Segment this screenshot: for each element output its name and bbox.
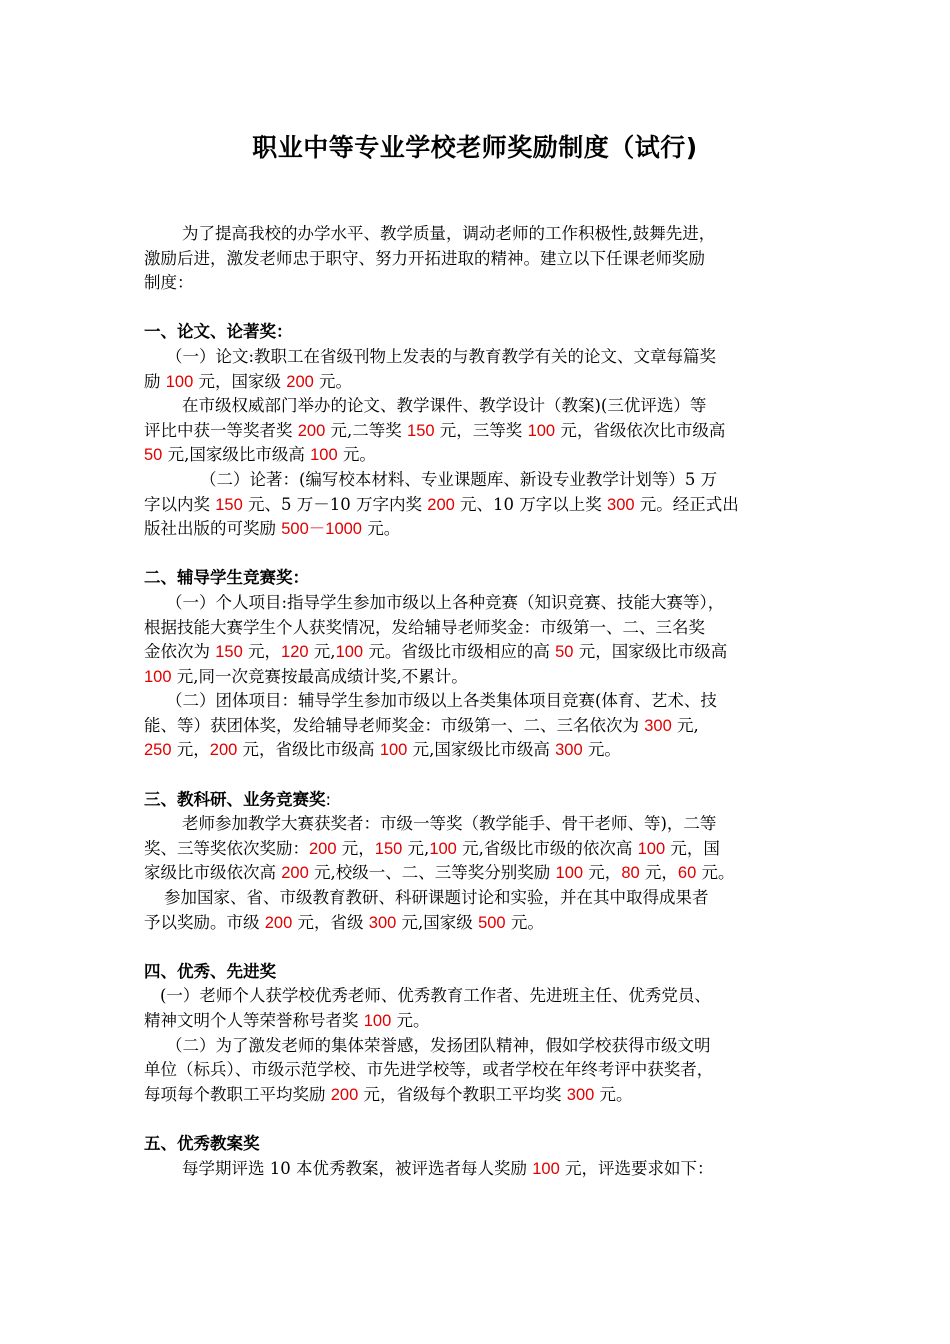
- amount-value: 200: [264, 913, 293, 932]
- text-line: [144, 271, 808, 296]
- amount-value: 100: [527, 421, 556, 440]
- amount-value: 100: [532, 1159, 560, 1178]
- text-segment: 参加国家、省、市级教育教研、科研课题讨论和实验，并在其中取得成果者: [164, 888, 709, 908]
- paragraph-gap: [144, 542, 808, 567]
- amount-value: 100: [144, 667, 172, 686]
- text-segment: 为了提高我校的办学水平、教学质量，调动老师的工作积极性,鼓舞先进，: [182, 224, 716, 243]
- paragraph-gap: [144, 1107, 808, 1132]
- text-segment: 元，国: [665, 838, 720, 858]
- text-segment: 元，省级: [292, 912, 369, 932]
- text-line: [144, 861, 808, 886]
- text-segment: 三、教科研、业务竞赛奖: [144, 789, 326, 809]
- text-line: [144, 665, 808, 690]
- text-segment: 元、10 万字以上奖: [454, 494, 608, 514]
- text-segment: 元,国家级比市级高: [162, 445, 311, 465]
- text-line: [144, 419, 808, 444]
- text-line: [144, 345, 808, 370]
- paragraph-gap: [144, 296, 808, 321]
- text-segment: （二）为了激发老师的集体荣誉感，发扬团队精神，假如学校获得市级文明: [166, 1035, 711, 1055]
- text-segment: 元，: [171, 740, 210, 760]
- amount-value: 200: [286, 372, 314, 391]
- amount-value: 200: [427, 495, 455, 514]
- amount-value: 120: [281, 643, 309, 662]
- text-segment: 四、优秀、先进奖: [144, 961, 276, 981]
- text-line: [144, 370, 808, 395]
- text-segment: 元、5 万－10 万字内奖: [242, 494, 428, 514]
- text-line: [144, 689, 808, 714]
- amount-value: 150: [215, 495, 243, 514]
- text-segment: 每项每个教职工平均奖励: [144, 1084, 331, 1104]
- text-line: [144, 714, 808, 739]
- text-segment: 元，: [639, 863, 678, 883]
- paragraph-gap: [144, 935, 808, 960]
- amount-value: 300: [555, 741, 583, 760]
- section-heading: [144, 960, 808, 985]
- section-heading: [144, 566, 808, 591]
- text-segment: 元,国家级: [396, 912, 479, 932]
- text-segment: 元。: [505, 912, 544, 932]
- amount-value: 300: [368, 913, 397, 932]
- text-segment: 在市级权威部门举办的论文、教学课件、教学设计（教案)(三优评选）等: [182, 396, 707, 416]
- text-segment: 精神文明个人等荣誉称号者奖: [144, 1011, 364, 1030]
- text-line: [144, 1083, 808, 1108]
- amount-value: 300: [607, 495, 635, 514]
- text-segment: 每学期评选 10 本优秀教案，被评选者每人奖励: [182, 1158, 533, 1178]
- text-segment: 元，: [242, 642, 282, 662]
- amount-value: 150: [215, 643, 243, 662]
- amount-value: 50: [144, 446, 163, 465]
- text-line: [144, 517, 808, 542]
- text-segment: 元，: [336, 838, 375, 858]
- text-segment: 元,同一次竞赛按最高成绩计奖,不累计。: [171, 666, 468, 686]
- text-line: [144, 616, 808, 641]
- amount-value: 500: [478, 913, 506, 932]
- text-segment: 元,二等奖: [325, 420, 408, 440]
- amount-value: 100: [310, 446, 338, 465]
- text-segment: 一、论文、论著奖：: [144, 322, 293, 342]
- amount-value: 80: [621, 864, 640, 883]
- text-line: [144, 1058, 808, 1083]
- text-segment: 版社出版的可奖励: [144, 519, 282, 539]
- text-line: [144, 493, 808, 518]
- text-segment: 元,校级一、二、三等奖分别奖励: [308, 863, 556, 883]
- paragraph-gap: [144, 763, 808, 788]
- text-segment: 励: [144, 371, 166, 391]
- text-segment: 评比中获一等奖者奖: [144, 420, 298, 440]
- text-segment: 制度：: [144, 273, 194, 293]
- text-segment: 元。: [362, 519, 401, 539]
- text-segment: （一）论文:教职工在省级刊物上发表的与教育教学有关的论文、文章每篇奖: [166, 346, 717, 366]
- amount-value: 100: [637, 839, 666, 858]
- text-segment: 元，省级每个教职工平均奖: [358, 1084, 567, 1104]
- text-segment: （二）论著：(编写校本材料、专业课题库、新设专业教学计划等）5 万: [200, 469, 718, 489]
- amount-value: 100: [335, 643, 364, 662]
- text-segment: 字以内奖: [144, 494, 216, 514]
- section-heading: [144, 1132, 808, 1157]
- text-segment: （二）团体项目：辅导学生参加市级以上各类集体项目竞赛(体育、艺术、技: [166, 691, 717, 711]
- amount-value: 150: [407, 421, 435, 440]
- text-segment: 元，三等奖: [434, 420, 528, 440]
- amount-value: 100: [363, 1012, 392, 1030]
- amount-value: 100: [379, 741, 408, 760]
- text-segment: 元。省级比市级相应的高: [363, 642, 556, 662]
- text-segment: 元。: [582, 740, 621, 760]
- text-line: [144, 394, 808, 419]
- text-segment: 家级比市级依次高: [144, 863, 282, 883]
- text-segment: 元,国家级比市级高: [407, 740, 556, 760]
- amount-value: 200: [281, 864, 309, 883]
- amount-value: 200: [309, 839, 337, 858]
- text-segment: 予以奖励。市级: [144, 912, 265, 932]
- text-segment: 元,省级比市级的依次高: [456, 838, 638, 858]
- text-segment: 元,: [402, 838, 430, 858]
- section-heading: [144, 788, 808, 813]
- text-segment: 老师参加教学大赛获奖者：市级一等奖（教学能手、骨干老师、等)，二等: [182, 814, 717, 834]
- text-segment: 奖、三等奖依次奖励：: [144, 838, 309, 858]
- text-segment: (一）老师个人获学校优秀老师、优秀教育工作者、先进班主任、优秀党员、: [160, 986, 711, 1006]
- text-line: [144, 247, 808, 272]
- text-segment: 元，省级比市级高: [237, 740, 380, 760]
- text-line: [144, 468, 808, 493]
- text-line: [144, 837, 808, 862]
- text-segment: 金依次为: [144, 642, 216, 662]
- text-line: [144, 1034, 808, 1059]
- amount-value: 100: [555, 864, 584, 883]
- amount-value: 100: [165, 372, 194, 391]
- text-segment: 元，国家级比市级高: [573, 642, 728, 662]
- text-segment: 单位（标兵）、市级示范学校、市先进学校等，或者学校在年终考评中获奖者，: [144, 1060, 714, 1080]
- text-line: [144, 443, 808, 468]
- text-segment: 元，省级依次比市级高: [555, 420, 726, 440]
- text-line: [144, 1009, 808, 1034]
- text-segment: 激励后进，激发老师忠于职守、努力开拓进取的精神。建立以下任课老师奖励: [144, 248, 705, 268]
- text-segment: 根据技能大赛学生个人获奖情况，发给辅导老师奖金：市级第一、二、三名奖: [144, 617, 705, 637]
- amount-value: 500－1000: [281, 520, 362, 539]
- text-segment: 五、优秀教案奖: [144, 1133, 260, 1153]
- text-line: [144, 591, 808, 616]
- amount-value: 50: [555, 643, 574, 662]
- text-line: [144, 1157, 808, 1182]
- text-line: [144, 738, 808, 763]
- amount-value: 300: [644, 716, 672, 735]
- text-segment: 元。: [594, 1084, 633, 1104]
- text-segment: 元。: [313, 371, 353, 391]
- text-line: [144, 812, 808, 837]
- text-line: [144, 984, 808, 1009]
- amount-value: 200: [209, 741, 238, 760]
- text-segment: 能、等）获团体奖，发给辅导老师奖金：市级第一、二、三名依次为: [144, 715, 645, 735]
- text-segment: 元,: [671, 715, 699, 735]
- amount-value: 200: [330, 1085, 359, 1104]
- amount-value: 100: [429, 839, 457, 858]
- text-segment: 元。: [391, 1011, 430, 1030]
- amount-value: 300: [566, 1085, 595, 1104]
- text-segment: （一）个人项目:指导学生参加市级以上各种竞赛（知识竞赛、技能大赛等），: [166, 592, 725, 612]
- text-segment: 二、辅导学生竞赛奖：: [144, 568, 309, 588]
- text-line: [144, 640, 808, 665]
- text-segment: 元。经正式出: [634, 494, 739, 514]
- document-title: 职业中等专业学校老师奖励制度（试行): [252, 133, 698, 162]
- amount-value: 150: [374, 839, 403, 858]
- text-segment: 元，评选要求如下：: [559, 1158, 714, 1178]
- amount-value: 60: [677, 864, 697, 883]
- text-line: [144, 911, 808, 936]
- text-segment: 元,: [308, 642, 336, 662]
- text-segment: :: [325, 789, 332, 809]
- amount-value: 250: [144, 741, 172, 760]
- text-segment: 元。: [696, 863, 735, 883]
- text-line: [144, 886, 808, 911]
- amount-value: 200: [297, 421, 326, 440]
- text-segment: 元，: [583, 863, 622, 883]
- text-segment: 元，国家级: [193, 371, 287, 391]
- document-body: [144, 222, 808, 1181]
- section-heading: [144, 320, 808, 345]
- text-line: [144, 222, 808, 247]
- text-segment: 元。: [337, 445, 376, 465]
